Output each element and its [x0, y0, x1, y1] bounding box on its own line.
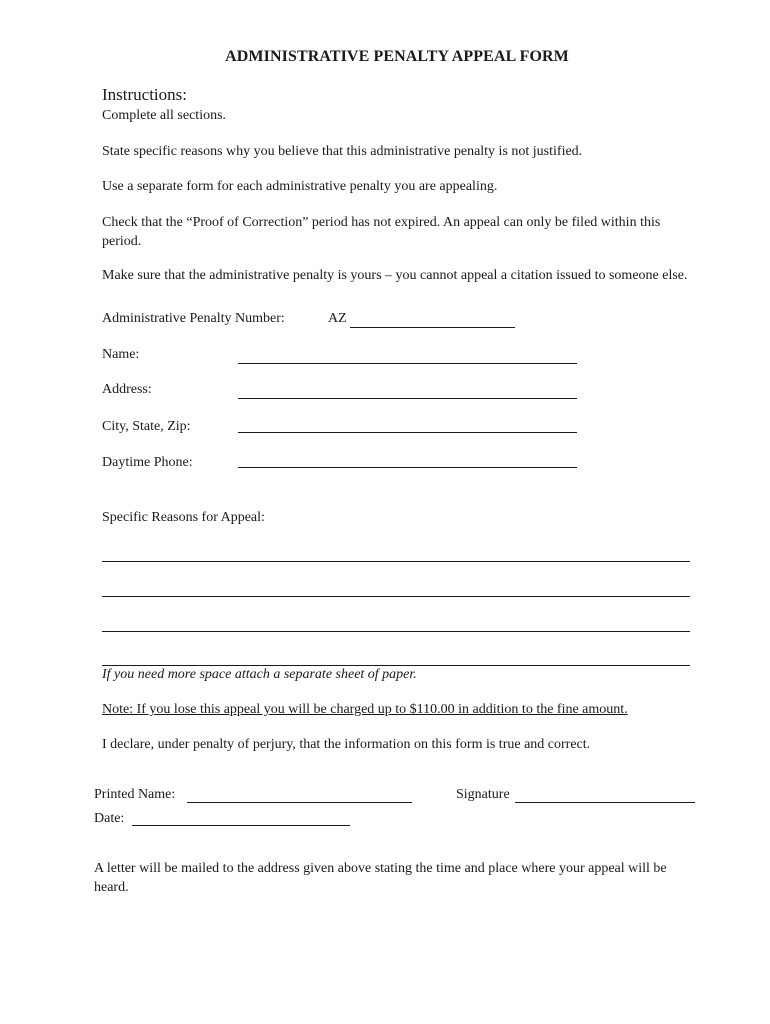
form-title: ADMINISTRATIVE PENALTY APPEAL FORM: [225, 48, 569, 65]
daytime-phone-field[interactable]: [238, 467, 577, 468]
instruction-item: Make sure that the administrative penalty is yours – you cannot appeal a citation issued to someone else.: [102, 268, 688, 283]
extra-space-note: If you need more space attach a separate sheet of paper.: [102, 667, 417, 682]
reason-line-4[interactable]: [102, 665, 690, 666]
instruction-item: Check that the “Proof of Correction” period has not expired. An appeal can only be filed within this period.: [102, 215, 661, 249]
reason-line-1[interactable]: [102, 561, 690, 562]
penalty-number-label: Administrative Penalty Number:: [102, 311, 285, 326]
penalty-number-field[interactable]: [350, 327, 515, 328]
address-field[interactable]: [238, 398, 577, 399]
declaration-text: I declare, under penalty of perjury, that the information on this form is true and correct.: [102, 737, 591, 752]
instruction-item: State specific reasons why you believe that this administrative penalty is not justified.: [102, 144, 583, 159]
address-label: Address:: [102, 382, 152, 397]
penalty-number-prefix: AZ: [328, 311, 347, 326]
footer-text: A letter will be mailed to the address given above stating the time and place where your appeal will be heard.: [94, 861, 667, 895]
date-field[interactable]: [132, 825, 350, 826]
date-label: Date:: [94, 811, 125, 826]
signature-field[interactable]: [515, 802, 695, 803]
name-label: Name:: [102, 347, 140, 362]
city-state-zip-label: City, State, Zip:: [102, 419, 191, 434]
printed-name-label: Printed Name:: [94, 787, 176, 802]
instruction-item: Complete all sections.: [102, 108, 227, 123]
instruction-item: Use a separate form for each administrative penalty you are appealing.: [102, 179, 498, 194]
charge-note: Note: If you lose this appeal you will be charged up to $110.00 in addition to the fine amount.: [102, 702, 628, 717]
reasons-label: Specific Reasons for Appeal:: [102, 510, 265, 525]
reason-line-2[interactable]: [102, 596, 690, 597]
instructions-heading: Instructions:: [102, 85, 187, 104]
city-state-zip-field[interactable]: [238, 432, 577, 433]
name-field[interactable]: [238, 363, 577, 364]
printed-name-field[interactable]: [187, 802, 412, 803]
daytime-phone-label: Daytime Phone:: [102, 455, 193, 470]
signature-label: Signature: [456, 787, 510, 802]
reason-line-3[interactable]: [102, 631, 690, 632]
